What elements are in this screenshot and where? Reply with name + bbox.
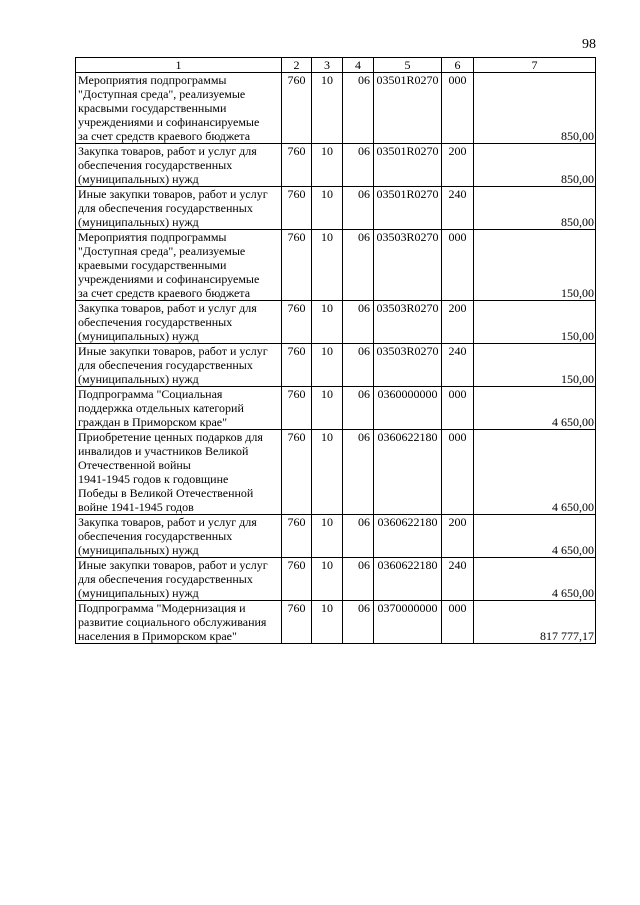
subsection-code-cell: 06 <box>343 558 374 601</box>
row-name-line: войне 1941-1945 годов <box>78 500 194 514</box>
expense-type-cell: 000 <box>442 387 474 430</box>
row-name-line: Подпрограмма "Социальная <box>78 387 223 401</box>
admin-code-cell: 760 <box>282 230 312 301</box>
row-name-line: (муниципальных) нужд <box>78 215 199 229</box>
admin-code-cell: 760 <box>282 387 312 430</box>
section-code-cell: 10 <box>312 301 343 344</box>
table-row <box>76 601 596 644</box>
row-name-line: Иные закупки товаров, работ и услуг <box>78 187 268 201</box>
target-code-cell: 03501R0270 <box>374 144 442 187</box>
admin-code-cell: 760 <box>282 301 312 344</box>
table-row <box>76 73 596 144</box>
row-name-line: поддержка отдельных категорий <box>78 401 244 415</box>
table-body <box>76 73 596 644</box>
section-code-cell: 10 <box>312 430 343 515</box>
row-name-line: за счет средств краевого бюджета <box>78 129 251 143</box>
section-code-cell: 10 <box>312 558 343 601</box>
table-row <box>76 301 596 344</box>
amount-cell: 4 650,00 <box>474 387 596 430</box>
subsection-code-cell: 06 <box>343 430 374 515</box>
row-name-line: Иные закупки товаров, работ и услуг <box>78 558 268 572</box>
row-name-cell <box>76 301 282 344</box>
table-row <box>76 187 596 230</box>
row-name-line: для обеспечения государственных <box>78 572 253 586</box>
expense-type-cell: 000 <box>442 430 474 515</box>
row-name-line: Приобретение ценных подарков для <box>78 430 263 444</box>
subsection-code-cell: 06 <box>343 187 374 230</box>
row-name-line: инвалидов и участников Великой <box>78 444 249 458</box>
amount-cell: 4 650,00 <box>474 430 596 515</box>
target-code-cell: 03503R0270 <box>374 344 442 387</box>
table-row <box>76 387 596 430</box>
row-name-line: Мероприятия подпрограммы <box>78 73 227 87</box>
header-row <box>76 58 596 73</box>
row-name-line: 1941-1945 годов к годовщине <box>78 472 229 486</box>
amount-cell: 850,00 <box>474 144 596 187</box>
expense-type-cell: 200 <box>442 301 474 344</box>
table-row <box>76 558 596 601</box>
subsection-code-cell: 06 <box>343 344 374 387</box>
row-name-line: развитие социального обслуживания <box>78 615 267 629</box>
section-code-cell: 10 <box>312 344 343 387</box>
column-header: 1 <box>76 58 282 73</box>
subsection-code-cell: 06 <box>343 73 374 144</box>
column-header: 4 <box>343 58 374 73</box>
column-header: 6 <box>442 58 474 73</box>
admin-code-cell: 760 <box>282 73 312 144</box>
amount-cell: 150,00 <box>474 344 596 387</box>
section-code-cell: 10 <box>312 144 343 187</box>
section-code-cell: 10 <box>312 187 343 230</box>
section-code-cell: 10 <box>312 230 343 301</box>
row-name-line: за счет средств краевого бюджета <box>78 286 251 300</box>
target-code-cell: 03503R0270 <box>374 230 442 301</box>
row-name-line: обеспечения государственных <box>78 529 233 543</box>
row-name-cell <box>76 230 282 301</box>
admin-code-cell: 760 <box>282 144 312 187</box>
row-name-cell <box>76 558 282 601</box>
subsection-code-cell: 06 <box>343 301 374 344</box>
row-name-line: Закупка товаров, работ и услуг для <box>78 301 257 315</box>
expense-type-cell: 200 <box>442 515 474 558</box>
row-name-line: Иные закупки товаров, работ и услуг <box>78 344 268 358</box>
expense-type-cell: 240 <box>442 558 474 601</box>
expense-type-cell: 200 <box>442 144 474 187</box>
column-header: 7 <box>474 58 596 73</box>
row-name-line: красвыми государственными <box>78 101 227 115</box>
row-name-line: Подпрограмма "Модернизация и <box>78 601 246 615</box>
subsection-code-cell: 06 <box>343 515 374 558</box>
row-name-cell <box>76 387 282 430</box>
amount-cell: 150,00 <box>474 301 596 344</box>
target-code-cell: 03501R0270 <box>374 187 442 230</box>
column-header: 3 <box>312 58 343 73</box>
row-name-cell <box>76 344 282 387</box>
subsection-code-cell: 06 <box>343 144 374 187</box>
row-name-cell <box>76 515 282 558</box>
row-name-line: Победы в Великой Отечественной <box>78 486 254 500</box>
admin-code-cell: 760 <box>282 344 312 387</box>
row-name-line: Отечественной войны <box>78 458 191 472</box>
row-name-line: Закупка товаров, работ и услуг для <box>78 515 257 529</box>
column-header: 5 <box>374 58 442 73</box>
page-number: 98 <box>582 37 596 52</box>
section-code-cell: 10 <box>312 73 343 144</box>
admin-code-cell: 760 <box>282 515 312 558</box>
admin-code-cell: 760 <box>282 430 312 515</box>
admin-code-cell: 760 <box>282 187 312 230</box>
row-name-cell <box>76 144 282 187</box>
row-name-line: "Доступная среда", реализуемые <box>78 87 246 101</box>
row-name-cell <box>76 601 282 644</box>
row-name-cell <box>76 430 282 515</box>
target-code-cell: 0360622180 <box>374 515 442 558</box>
row-name-cell <box>76 73 282 144</box>
row-name-line: граждан в Приморском крае" <box>78 415 228 429</box>
table-row <box>76 430 596 515</box>
expense-type-cell: 000 <box>442 601 474 644</box>
row-name-line: для обеспечения государственных <box>78 201 253 215</box>
expense-type-cell: 000 <box>442 73 474 144</box>
row-name-cell <box>76 187 282 230</box>
section-code-cell: 10 <box>312 601 343 644</box>
column-header: 2 <box>282 58 312 73</box>
row-name-line: "Доступная среда", реализуемые <box>78 244 246 258</box>
section-code-cell: 10 <box>312 387 343 430</box>
target-code-cell: 0370000000 <box>374 601 442 644</box>
row-name-line: Мероприятия подпрограммы <box>78 230 227 244</box>
section-code-cell: 10 <box>312 515 343 558</box>
row-name-line: обеспечения государственных <box>78 158 233 172</box>
target-code-cell: 03503R0270 <box>374 301 442 344</box>
amount-cell: 4 650,00 <box>474 515 596 558</box>
amount-cell: 850,00 <box>474 73 596 144</box>
table-row <box>76 230 596 301</box>
row-name-line: обеспечения государственных <box>78 315 233 329</box>
admin-code-cell: 760 <box>282 558 312 601</box>
target-code-cell: 0360622180 <box>374 558 442 601</box>
table-row <box>76 144 596 187</box>
table-row <box>76 515 596 558</box>
row-name-line: учреждениями и софинансируемые <box>78 272 260 286</box>
budget-table <box>75 57 596 644</box>
row-name-line: населения в Приморском крае" <box>78 629 237 643</box>
amount-cell: 4 650,00 <box>474 558 596 601</box>
row-name-line: краевыми государственными <box>78 258 227 272</box>
row-name-line: для обеспечения государственных <box>78 358 253 372</box>
subsection-code-cell: 06 <box>343 230 374 301</box>
row-name-line: (муниципальных) нужд <box>78 329 199 343</box>
target-code-cell: 0360622180 <box>374 430 442 515</box>
subsection-code-cell: 06 <box>343 387 374 430</box>
target-code-cell: 0360000000 <box>374 387 442 430</box>
subsection-code-cell: 06 <box>343 601 374 644</box>
amount-cell: 817 777,17 <box>474 601 596 644</box>
admin-code-cell: 760 <box>282 601 312 644</box>
amount-cell: 850,00 <box>474 187 596 230</box>
row-name-line: (муниципальных) нужд <box>78 372 199 386</box>
row-name-line: Закупка товаров, работ и услуг для <box>78 144 257 158</box>
row-name-line: (муниципальных) нужд <box>78 586 199 600</box>
expense-type-cell: 000 <box>442 230 474 301</box>
expense-type-cell: 240 <box>442 187 474 230</box>
table-row <box>76 344 596 387</box>
amount-cell: 150,00 <box>474 230 596 301</box>
target-code-cell: 03501R0270 <box>374 73 442 144</box>
expense-type-cell: 240 <box>442 344 474 387</box>
row-name-line: (муниципальных) нужд <box>78 172 199 186</box>
row-name-line: учреждениями и софинансируемые <box>78 115 260 129</box>
row-name-line: (муниципальных) нужд <box>78 543 199 557</box>
